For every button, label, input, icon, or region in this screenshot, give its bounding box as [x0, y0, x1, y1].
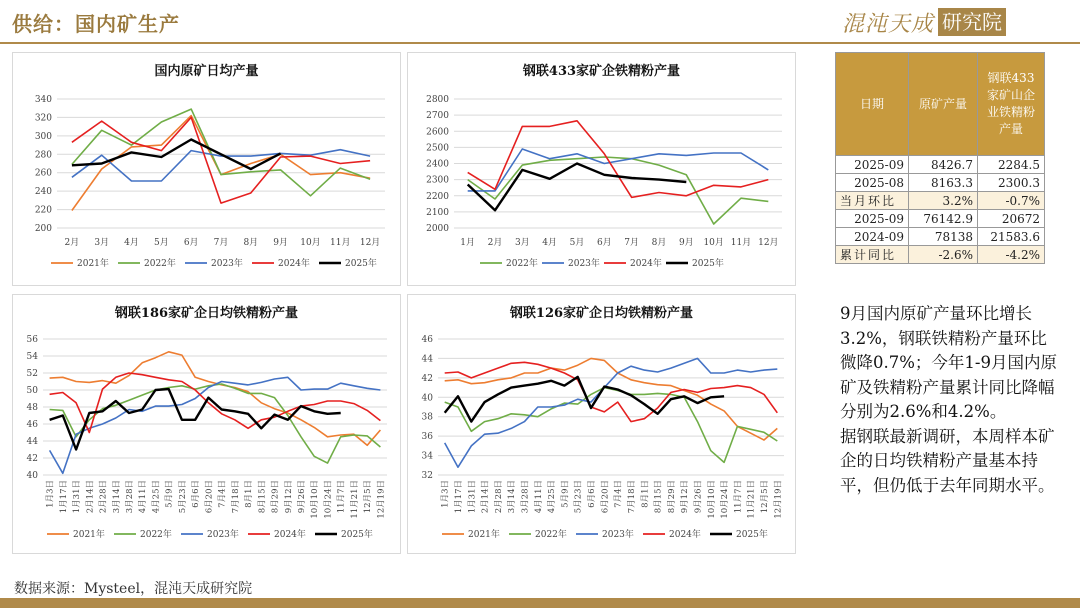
y-tick-label: 38	[421, 412, 433, 423]
x-tick-label: 9月26日	[693, 480, 704, 514]
legend-label: 2021年	[77, 259, 109, 269]
x-tick-label: 2月	[487, 238, 503, 248]
x-tick-label: 4月25日	[151, 480, 162, 514]
x-tick-label: 7月18日	[626, 480, 637, 514]
x-tick-label: 12月19日	[376, 480, 387, 519]
x-tick-label: 10月	[300, 238, 321, 248]
y-tick-label: 34	[421, 451, 433, 462]
col-date: 日期	[836, 53, 909, 156]
legend-label: 2023年	[602, 530, 634, 540]
x-tick-label: 1月	[460, 238, 476, 248]
x-tick-label: 6月6日	[587, 480, 598, 508]
chart-126-concentrate	[408, 295, 795, 553]
y-tick-label: 220	[34, 205, 52, 216]
series-line-2021年	[72, 116, 370, 211]
col-concentrate: 钢联433家矿山企业铁精粉产量	[978, 53, 1045, 156]
chart-panel-raw-ore	[12, 52, 401, 286]
x-tick-label: 10月24日	[323, 480, 334, 519]
x-tick-label: 9月12日	[283, 480, 294, 514]
x-tick-label: 11月7日	[733, 480, 744, 514]
x-tick-label: 2月14日	[480, 480, 491, 514]
legend-label: 2021年	[468, 530, 500, 540]
y-tick-label: 32	[421, 471, 433, 481]
x-tick-label: 4月	[542, 238, 558, 248]
x-tick-label: 3月14日	[507, 480, 518, 514]
raw-ore-value: 78138	[909, 228, 978, 246]
x-tick-label: 3月14日	[111, 480, 122, 514]
x-tick-label: 4月25日	[547, 480, 558, 514]
legend-label: 2025年	[345, 259, 377, 269]
legend-label: 2023年	[207, 530, 239, 540]
y-tick-label: 40	[421, 393, 433, 404]
x-tick-label: 12月5日	[760, 480, 771, 514]
x-tick-label: 10月	[703, 238, 724, 248]
concentrate-value: -4.2%	[978, 246, 1045, 264]
x-tick-label: 8月1日	[244, 480, 255, 508]
chart-raw-ore-daily	[13, 53, 400, 285]
header-divider	[0, 42, 1080, 44]
x-tick-label: 6月	[596, 238, 612, 248]
x-tick-label: 3月28日	[520, 480, 531, 514]
y-tick-label: 42	[421, 373, 433, 384]
legend-label: 2021年	[73, 530, 105, 540]
concentrate-value: -0.7%	[978, 192, 1045, 210]
legend-label: 2022年	[144, 259, 176, 269]
y-tick-label: 40	[26, 471, 38, 481]
x-tick-label: 1月31日	[467, 480, 478, 514]
table-header-row	[836, 53, 1045, 156]
row-label: 2025-09	[836, 210, 909, 228]
y-tick-label: 56	[26, 335, 38, 345]
x-tick-label: 2月14日	[85, 480, 96, 514]
x-tick-label: 7月18日	[230, 480, 241, 514]
y-tick-label: 340	[34, 95, 52, 105]
concentrate-value: 2300.3	[978, 174, 1045, 192]
x-tick-label: 1月3日	[440, 480, 451, 508]
x-tick-label: 9月	[273, 238, 289, 248]
series-line-2023年	[445, 358, 778, 467]
x-tick-label: 4月11日	[533, 480, 544, 514]
y-tick-label: 44	[26, 437, 38, 447]
chart-title: 钢联126家矿企日均铁精粉产量	[509, 306, 694, 321]
legend-label: 2025年	[736, 530, 768, 540]
x-tick-label: 10月10日	[706, 480, 717, 519]
y-tick-label: 46	[421, 335, 433, 345]
x-tick-label: 8月	[243, 238, 259, 248]
x-tick-label: 3月	[94, 238, 110, 248]
y-tick-label: 36	[421, 432, 433, 443]
row-label: 2025-08	[836, 174, 909, 192]
x-tick-label: 6月	[183, 238, 199, 248]
legend-label: 2023年	[211, 259, 243, 269]
y-tick-label: 2500	[426, 143, 449, 154]
legend-label: 2024年	[274, 530, 306, 540]
y-tick-label: 44	[421, 354, 433, 365]
y-tick-label: 2700	[426, 111, 449, 122]
x-tick-label: 1月31日	[72, 480, 83, 514]
table-row	[836, 156, 1045, 174]
y-tick-label: 2300	[426, 175, 449, 186]
y-tick-label: 50	[26, 386, 38, 396]
table-row	[836, 174, 1045, 192]
chart-186-concentrate	[13, 295, 400, 553]
x-tick-label: 9月12日	[680, 480, 691, 514]
chart-panel-186	[12, 294, 401, 554]
raw-ore-value: 8426.7	[909, 156, 978, 174]
series-line-2025年	[468, 164, 687, 211]
x-tick-label: 6月20日	[600, 480, 611, 514]
x-tick-label: 5月9日	[560, 480, 571, 508]
x-tick-label: 2月28日	[493, 480, 504, 514]
x-tick-label: 9月26日	[297, 480, 307, 514]
table-row	[836, 192, 1045, 210]
x-tick-label: 7月4日	[613, 480, 624, 508]
chart-title: 国内原矿日均产量	[154, 64, 259, 79]
x-tick-label: 11月	[330, 238, 351, 248]
x-tick-label: 10月24日	[720, 480, 731, 519]
x-tick-label: 5月23日	[573, 480, 584, 514]
x-tick-label: 5月23日	[177, 480, 188, 514]
x-tick-label: 8月15日	[257, 480, 268, 514]
x-tick-label: 8月29日	[666, 480, 677, 514]
series-line-2022年	[468, 157, 769, 224]
y-tick-label: 42	[26, 454, 38, 464]
y-tick-label: 260	[34, 168, 52, 179]
x-tick-label: 3月	[514, 238, 530, 248]
table-row	[836, 228, 1045, 246]
logo-badge: 研究院	[938, 8, 1006, 36]
x-tick-label: 5月9日	[164, 480, 175, 508]
legend-label: 2024年	[669, 530, 701, 540]
raw-ore-value: -2.6%	[909, 246, 978, 264]
x-tick-label: 1月17日	[453, 480, 464, 514]
x-tick-label: 7月4日	[217, 480, 228, 508]
concentrate-value: 21583.6	[978, 228, 1045, 246]
y-tick-label: 2600	[426, 127, 449, 138]
legend-label: 2024年	[630, 259, 662, 269]
x-tick-label: 8月15日	[653, 480, 664, 514]
legend-label: 2025年	[341, 530, 373, 540]
y-tick-label: 300	[34, 131, 52, 142]
y-tick-label: 54	[26, 352, 38, 362]
chart-title: 钢联433家矿企铁精粉产量	[522, 64, 681, 79]
y-tick-label: 2400	[426, 159, 449, 170]
row-label: 2025-09	[836, 156, 909, 174]
legend-label: 2022年	[535, 530, 567, 540]
x-tick-label: 7月	[213, 238, 229, 248]
y-tick-label: 320	[34, 113, 52, 124]
x-tick-label: 6月20日	[204, 480, 215, 514]
x-tick-label: 1月17日	[58, 480, 69, 514]
row-label: 累计同比	[836, 246, 909, 264]
x-tick-label: 9月	[678, 238, 694, 248]
chart-panel-126	[407, 294, 796, 554]
x-tick-label: 5月	[569, 238, 585, 248]
x-tick-label: 4月11日	[138, 480, 149, 514]
x-tick-label: 7月	[624, 238, 640, 248]
x-tick-label: 12月5日	[363, 480, 374, 514]
legend-label: 2024年	[278, 259, 310, 269]
chart-panel-433	[407, 52, 796, 286]
x-tick-label: 6月6日	[191, 480, 202, 508]
commentary	[840, 302, 1060, 498]
raw-ore-value: 8163.3	[909, 174, 978, 192]
x-tick-label: 5月	[153, 238, 169, 248]
series-line-2024年	[445, 362, 778, 421]
series-line-2024年	[72, 117, 370, 203]
x-tick-label: 11月21日	[746, 480, 757, 519]
concentrate-value: 2284.5	[978, 156, 1045, 174]
table-row	[836, 210, 1045, 228]
production-table	[835, 52, 1045, 264]
raw-ore-value: 3.2%	[909, 192, 978, 210]
brand-logo	[842, 7, 1006, 37]
col-raw-ore: 原矿产量	[909, 53, 978, 156]
table-row	[836, 246, 1045, 264]
raw-ore-value: 76142.9	[909, 210, 978, 228]
y-tick-label: 2200	[426, 191, 449, 202]
x-tick-label: 8月	[651, 238, 667, 248]
series-line-2023年	[50, 377, 381, 473]
concentrate-value: 20672	[978, 210, 1045, 228]
x-tick-label: 12月	[359, 238, 381, 248]
y-tick-label: 200	[34, 224, 52, 234]
legend-label: 2025年	[692, 259, 724, 269]
y-tick-label: 2000	[426, 224, 449, 234]
x-tick-label: 11月21日	[349, 480, 360, 519]
series-line-2022年	[445, 388, 778, 463]
series-line-2021年	[445, 358, 778, 440]
y-tick-label: 280	[34, 150, 52, 161]
y-tick-label: 2100	[426, 207, 449, 218]
x-tick-label: 1月3日	[45, 480, 56, 508]
x-tick-label: 12月19日	[773, 480, 784, 519]
x-tick-label: 11月	[730, 238, 752, 248]
x-tick-label: 8月29日	[270, 480, 281, 514]
x-tick-label: 3月28日	[125, 480, 135, 514]
page-title: 供给：国内矿生产	[12, 12, 180, 36]
commentary-p1: 9月国内原矿产量环比增长3.2%，钢联铁精粉产量环比微降0.7%；今年1-9月国内原矿及铁精粉产量累计同比降幅分别为2.6%和4.2%。	[840, 304, 1057, 421]
footer-bar	[0, 598, 1080, 608]
x-tick-label: 11月7日	[336, 480, 347, 514]
legend-label: 2023年	[568, 259, 600, 269]
chart-433-concentrate	[408, 53, 795, 285]
data-source: 数据来源：Mysteel，混沌天成研究院	[14, 581, 253, 597]
legend-label: 2022年	[506, 259, 538, 269]
x-tick-label: 2月28日	[98, 480, 109, 514]
y-tick-label: 48	[26, 403, 38, 413]
x-tick-label: 2月	[64, 238, 80, 248]
x-tick-label: 4月	[124, 238, 139, 248]
commentary-p2: 据钢联最新调研，本周样本矿企的日均铁精粉产量基本持平，但仍低于去年同期水平。	[840, 426, 1055, 495]
y-tick-label: 46	[26, 420, 38, 430]
chart-title: 钢联186家矿企日均铁精粉产量	[114, 306, 299, 321]
logo-text: 混沌天成	[842, 11, 935, 37]
y-tick-label: 52	[26, 369, 38, 379]
x-tick-label: 10月10日	[310, 480, 321, 519]
x-tick-label: 8月1日	[640, 480, 651, 508]
row-label: 当月环比	[836, 192, 909, 210]
x-tick-label: 12月	[758, 238, 779, 248]
y-tick-label: 2800	[426, 95, 449, 105]
legend-label: 2022年	[140, 530, 172, 540]
row-label: 2024-09	[836, 228, 909, 246]
y-tick-label: 240	[34, 187, 52, 198]
